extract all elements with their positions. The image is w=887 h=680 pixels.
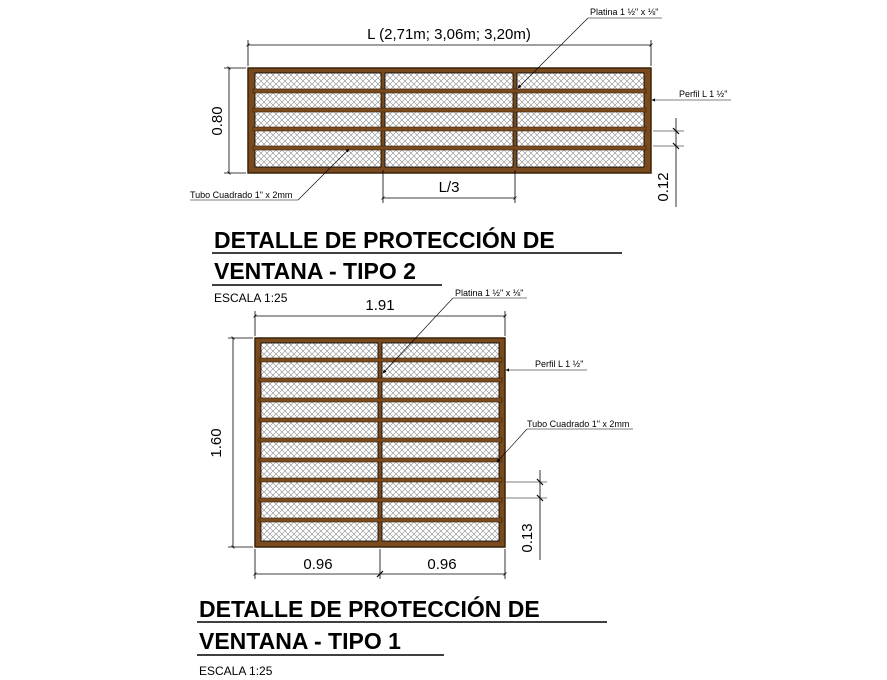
tipo1-dim-height-text: 1.60: [208, 428, 225, 458]
tipo1-scale: ESCALA 1:25: [199, 664, 273, 678]
tipo1-title-line2: VENTANA - TIPO 1: [199, 628, 401, 654]
tipo2-dim-third: [383, 170, 515, 203]
tipo2-dim-slat: [653, 118, 684, 207]
tipo2-label-perfil: Perfil L 1 ½": [679, 89, 728, 99]
tipo2-title-line2: VENTANA - TIPO 2: [214, 258, 416, 284]
tipo2-title-line1: DETALLE DE PROTECCIÓN DE: [214, 227, 555, 253]
tipo2-dim-slat-text: 0.12: [655, 172, 672, 202]
tipo2-dim-height-text: 0.80: [209, 106, 226, 136]
tipo2-leader-perfil: [652, 89, 731, 100]
tipo1-dim-height: [208, 338, 253, 547]
tipo1-label-tubo: Tubo Cuadrado 1" x 2mm: [527, 419, 630, 429]
tipo1-leader-perfil: [506, 359, 587, 370]
tipo2-mesh-panels: [255, 73, 644, 167]
tipo2-dim-height: [209, 68, 246, 173]
tipo2-window: [248, 68, 651, 173]
tipo2-scale: ESCALA 1:25: [214, 291, 288, 305]
tipo2-label-tubo: Tubo Cuadrado 1" x 2mm: [190, 190, 293, 200]
tipo1-title-line1: DETALLE DE PROTECCIÓN DE: [199, 596, 540, 622]
tipo1-window: [255, 338, 505, 547]
tipo1-label-platina: Platina 1 ½" x ⅛": [455, 288, 524, 298]
tipo2-dim-third-text: L/3: [438, 179, 460, 196]
tipo1-dim-width: [255, 297, 505, 336]
tipo2-title-block: [212, 226, 622, 305]
tipo1-dim-slat-text: 0.13: [519, 523, 536, 553]
tipo1-dim-slat: [506, 470, 547, 560]
tipo1-dim-left-text: 0.96: [303, 556, 333, 573]
tipo1-label-perfil: Perfil L 1 ½": [535, 359, 584, 369]
tipo1-dim-bottom: [255, 549, 505, 579]
tipo1-dim-right-text: 0.96: [427, 556, 457, 573]
tipo1-title-block: [197, 595, 607, 678]
tipo1-leader-tubo: [497, 419, 633, 462]
tipo2-dim-length-text: L (2,71m; 3,06m; 3,20m): [367, 26, 531, 43]
tipo1-dim-width-text: 1.91: [365, 297, 395, 314]
tipo2-label-platina: Platina 1 ½" x ⅛": [590, 7, 659, 17]
tipo2-dim-length: [248, 26, 651, 66]
